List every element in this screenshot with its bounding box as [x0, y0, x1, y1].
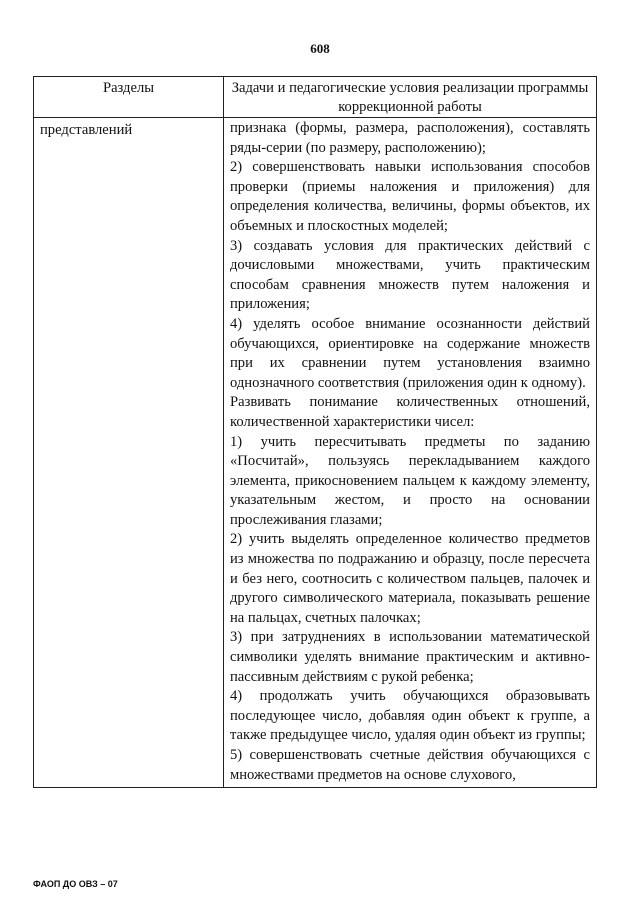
header-tasks: Задачи и педагогические условия реализации программы коррекционной работы	[224, 77, 597, 118]
content-table	[33, 76, 597, 788]
section-cell: представлений	[34, 118, 224, 788]
paragraph: 5) совершенствовать счетные действия обучающихся с множествами предметов на основе слухового,	[230, 747, 590, 783]
tasks-cell	[224, 118, 597, 788]
table-header-row	[34, 77, 597, 118]
table-row	[34, 118, 597, 788]
paragraph: 4) уделять особое внимание осознанности действий обучающихся, ориентировке на содержание множеств при их сравнении путем установления взаимно однозначного соответствия (приложения один к одному).	[230, 315, 590, 391]
paragraph: 3) создавать условия для практических действий с дочисловыми множествами, учить практическим способам сравнения множеств путем наложения и приложения;	[230, 237, 590, 313]
paragraph: 3) при затруднениях в использовании математической символики уделять внимание практическим и активно-пассивным действиям с рукой ребенка;	[230, 629, 590, 685]
paragraph: признака (формы, размера, расположения), составлять ряды-серии (по размеру, расположению);	[230, 120, 590, 156]
footer-code: ФАОП ДО ОВЗ – 07	[33, 879, 118, 889]
paragraph: 2) учить выделять определенное количество предметов из множества по подражанию и образцу, после пересчета и без него, соотносить с количеством пальцев, палочек и другого символического материала, показывать решение на пальцах, счетных палочках;	[230, 531, 590, 626]
header-sections: Разделы	[34, 77, 224, 118]
paragraph: Развивать понимание количественных отношений, количественной характеристики чисел:	[230, 394, 590, 430]
paragraph: 2) совершенствовать навыки использования способов проверки (приемы наложения и приложения) для определения количества, величины, формы объектов, их объемных и плоскостных моделей;	[230, 159, 590, 234]
paragraph: 4) продолжать учить обучающихся образовывать последующее число, добавляя один объект к группе, а также предыдущее число, удаляя один объект из группы;	[230, 688, 590, 744]
paragraph: 1) учить пересчитывать предметы по заданию «Посчитай», пользуясь перекладыванием каждого элемента, прикосновением пальцем к каждому элементу, указательным жестом, и просто на основании прослеживания глазами;	[230, 433, 590, 528]
page-number: 608	[310, 41, 330, 56]
